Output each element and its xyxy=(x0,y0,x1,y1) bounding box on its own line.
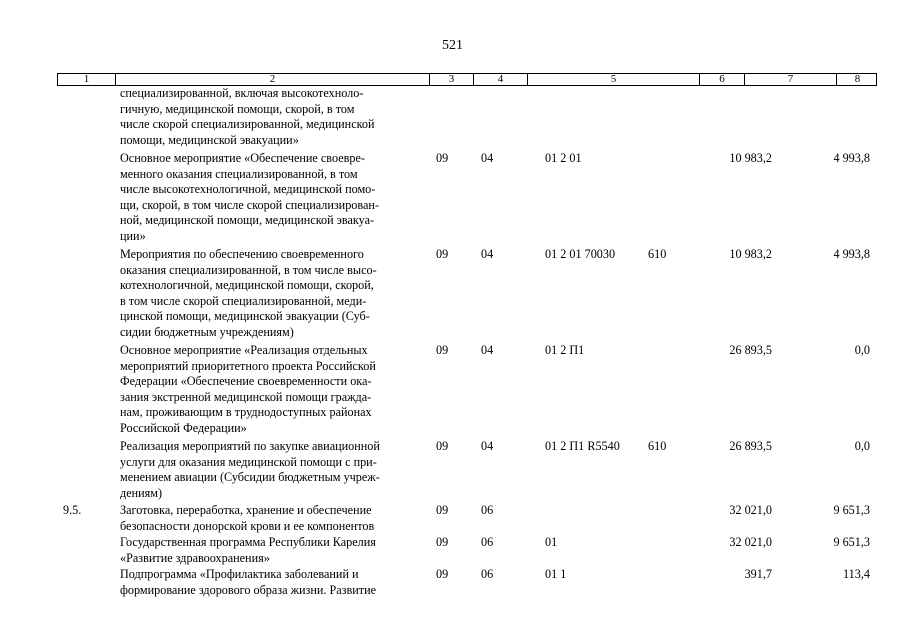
target-article-code: 01 2 01 xyxy=(545,151,582,165)
description-line: ции» xyxy=(120,228,146,243)
amount-col-7: 391,7 xyxy=(744,567,772,581)
description-line: Российской Федерации» xyxy=(120,420,247,435)
header-col-3: 3 xyxy=(429,74,473,85)
description-line: «Развитие здравоохранения» xyxy=(120,550,270,565)
target-article-code: 01 2 П1 xyxy=(545,343,585,357)
table-row xyxy=(0,567,905,599)
description-line: услуги для оказания медицинской помощи с при- xyxy=(120,454,377,469)
subsection-code: 04 xyxy=(481,343,494,357)
subsection-code: 04 xyxy=(481,151,494,165)
section-code: 09 xyxy=(436,439,449,453)
description-line: ной, медицинской помощи, медицинской эвакуа- xyxy=(120,213,375,228)
table-row xyxy=(0,151,905,247)
amount-col-8: 9 651,3 xyxy=(833,503,870,517)
table-row xyxy=(0,86,905,151)
row-description xyxy=(120,535,420,566)
amount-col-8: 4 993,8 xyxy=(833,151,870,165)
row-description xyxy=(120,567,420,598)
row-description xyxy=(120,439,420,501)
table-row xyxy=(0,247,905,343)
description-line: Заготовка, переработка, хранение и обеспечение xyxy=(120,503,372,517)
description-line: безопасности донорской крови и ее компонентов xyxy=(120,518,375,533)
header-col-1: 1 xyxy=(83,73,90,85)
section-code: 09 xyxy=(436,535,449,549)
section-code: 09 xyxy=(436,567,449,581)
amount-col-8: 9 651,3 xyxy=(833,535,870,549)
amount-col-8: 0,0 xyxy=(854,439,870,453)
description-line: щи, скорой, в том числе скорой специализирован- xyxy=(120,197,379,212)
row-description xyxy=(120,343,420,437)
description-line: мероприятий приоритетного проекта Российской xyxy=(120,358,376,373)
description-line: в том числе скорой специализированной, меди- xyxy=(120,293,367,308)
description-line: зания экстренной медицинской помощи гражда- xyxy=(120,389,372,404)
amount-col-7: 32 021,0 xyxy=(729,503,772,517)
description-line: числе скорой специализированной, медицинской xyxy=(120,117,375,132)
amount-col-7: 32 021,0 xyxy=(729,535,772,549)
description-line: числе высокотехнологичной, медицинской помо- xyxy=(120,182,376,197)
header-col-6: 6 xyxy=(699,74,744,85)
amount-col-8: 113,4 xyxy=(843,567,870,581)
description-line: гичную, медицинской помощи, скорой, в том xyxy=(120,101,355,116)
description-line: Реализация мероприятий по закупке авиационной xyxy=(120,439,380,453)
subsection-code: 04 xyxy=(481,439,494,453)
subsection-code: 06 xyxy=(481,567,494,581)
subsection-code: 06 xyxy=(481,503,494,517)
description-line: Основное мероприятие «Обеспечение своевре- xyxy=(120,151,365,165)
amount-col-8: 4 993,8 xyxy=(833,247,870,261)
table-row xyxy=(0,535,905,567)
section-code: 09 xyxy=(436,151,449,165)
section-code: 09 xyxy=(436,503,449,517)
amount-col-7: 10 983,2 xyxy=(729,151,772,165)
section-code: 09 xyxy=(436,343,449,357)
subsection-code: 04 xyxy=(481,247,494,261)
description-line: Федерации «Обеспечение своевременности ока- xyxy=(120,374,372,389)
description-line: Основное мероприятие «Реализация отдельных xyxy=(120,343,368,357)
description-line: специализированной, включая высокотехноло- xyxy=(120,86,364,100)
expense-type-code: 610 xyxy=(648,247,667,261)
description-line: дениям) xyxy=(120,485,163,500)
amount-col-7: 26 893,5 xyxy=(729,343,772,357)
description-line: Подпрограмма «Профилактика заболеваний и xyxy=(120,567,359,581)
description-line: Мероприятия по обеспечению своевременного xyxy=(120,247,364,261)
amount-col-7: 26 893,5 xyxy=(729,439,772,453)
header-col-5: 5 xyxy=(527,74,699,85)
description-line: цинской помощи, медицинской эвакуации (Суб- xyxy=(120,309,370,324)
table-body xyxy=(0,86,905,599)
row-description xyxy=(120,86,420,148)
amount-col-7: 10 983,2 xyxy=(729,247,772,261)
target-article-code: 01 1 xyxy=(545,567,567,581)
description-line: оказания специализированной, в том числе высо- xyxy=(120,262,377,277)
page-number: 521 xyxy=(442,38,463,53)
subsection-code: 06 xyxy=(481,535,494,549)
row-description xyxy=(120,503,420,534)
target-article-code: 01 2 П1 R5540 xyxy=(545,439,620,453)
amount-col-8: 0,0 xyxy=(854,343,870,357)
table-row xyxy=(0,503,905,535)
row-number: 9.5. xyxy=(63,503,82,517)
description-line: помощи, медицинской эвакуации» xyxy=(120,132,299,147)
expense-type-code: 610 xyxy=(648,439,667,453)
description-line: нам, проживающим в труднодоступных районах xyxy=(120,405,372,420)
table-row xyxy=(0,439,905,503)
description-line: Государственная программа Республики Карелия xyxy=(120,535,376,549)
description-line: менением авиации (Субсидии бюджетным учреж- xyxy=(120,470,380,485)
table-row xyxy=(0,343,905,439)
header-col-8: 8 xyxy=(836,74,878,85)
target-article-code: 01 xyxy=(545,535,558,549)
header-col-2: 2 xyxy=(115,74,429,85)
section-code: 09 xyxy=(436,247,449,261)
row-description xyxy=(120,151,420,245)
header-col-7: 7 xyxy=(744,74,836,85)
description-line: котехнологичной, медицинской помощи, скорой, xyxy=(120,278,374,293)
target-article-code: 01 2 01 70030 xyxy=(545,247,616,261)
row-description xyxy=(120,247,420,341)
table-header xyxy=(57,73,877,86)
header-col-4: 4 xyxy=(473,74,527,85)
description-line: сидии бюджетным учреждениям) xyxy=(120,324,294,339)
description-line: формирование здорового образа жизни. Развитие xyxy=(120,582,377,597)
description-line: менного оказания специализированной, в том xyxy=(120,166,358,181)
